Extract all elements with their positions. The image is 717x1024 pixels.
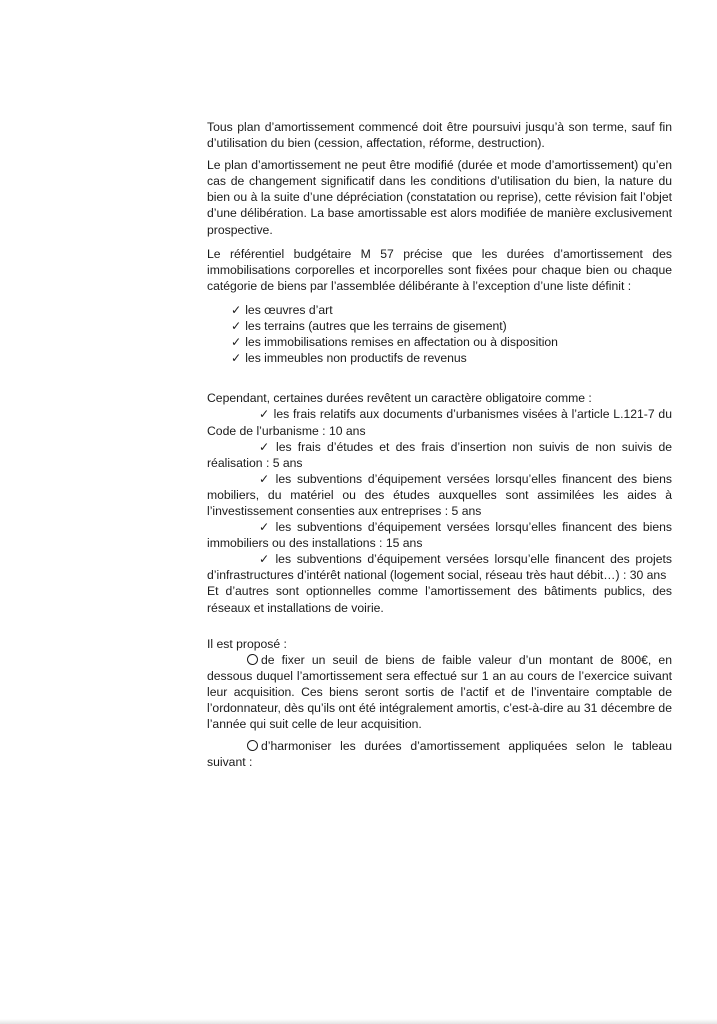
mandatory-item-text: les frais d’études et des frais d’insertion non suivis de non suivis de réalisation : 5 ans [207,439,672,470]
check-icon: ✓ [259,471,272,486]
mandatory-item-text: les frais relatifs aux documents d’urbanismes visées à l’article L.121-7 du Code de l’urbanisme : 10 ans [207,407,672,438]
list-item [231,350,672,366]
mandatory-item-text: les subventions d’équipement versées lorsqu’elle financent des projets d’infrastructures d’intérêt national (logement social, réseau très haut débit…) : 30 ans [207,552,672,583]
mandatory-item-text: les subventions d’équipement versées lorsqu’elles financent des biens immobiliers ou des installations : 15 ans [207,520,672,551]
exceptions-list [207,302,672,366]
check-icon: ✓ [259,439,273,454]
list-item [231,334,672,350]
mandatory-item [207,519,672,551]
check-icon: ✓ [259,520,272,535]
mandatory-item [207,406,672,438]
list-item [231,318,672,334]
proposal-item-text: d’harmoniser les durées d’amortissement appliquées selon le tableau suivant : [207,739,672,770]
proposal-item [207,738,672,770]
list-item-text: les immobilisations remises en affectation ou à disposition [245,335,558,350]
check-icon: ✓ [231,302,242,317]
check-icon: ✓ [259,552,272,567]
proposal-item-text: de fixer un seuil de biens de faible valeur d’un montant de 800€, en dessous duquel l’amortissement sera effectué sur 1 an au cours de l’exercice suivant leur acquisition. Ces biens seront sortis de l’actif et de l’inventaire comptable de l’ordonnateur, dès qu’ils ont été intégralement amortis, c’est-à-dire au 31 décembre de l’année qui suit celle de leur acquisition. [207,652,672,732]
proposal-item [207,652,672,732]
mandatory-item [207,551,672,583]
list-item [231,302,672,318]
paragraph-plan-modification: Le plan d’amortissement ne peut être modifié (durée et mode d’amortissement) qu’en cas de changement significatif dans les conditions d’utilisation du bien, la nature du bien ou à la suite d’une dépréciation (constatation ou reprise), cette révision fait l’objet d’une délibération. La base amortissable est alors modifiée de manière exclusivement prospective. [207,158,672,237]
circle-bullet-icon [247,654,258,665]
paragraph-proposal-intro: Il est proposé : [207,636,287,651]
list-item-text: les immeubles non productifs de revenus [245,351,467,366]
mandatory-item-text: les subventions d’équipement versées lorsqu’elles financent des biens mobiliers, du matériel ou des études auxquelles sont assimilées les aides à l’investissement consenties aux entreprises : 5 ans [207,471,672,518]
check-icon: ✓ [231,351,242,366]
circle-bullet-icon [247,740,258,751]
mandatory-item [207,439,672,471]
paragraph-plan-continuation: Tous plan d’amortissement commencé doit être poursuivi jusqu’à son terme, sauf fin d’utilisation du bien (cession, affectation, réforme, destruction). [207,120,672,151]
paragraph-mandatory-intro: Cependant, certaines durées revêtent un caractère obligatoire comme : [207,391,592,406]
paragraph-optional-durations: Et d’autres sont optionnelles comme l’amortissement des bâtiments publics, des réseaux et installations de voirie. [207,584,672,615]
check-icon: ✓ [231,335,242,350]
document-page [207,119,672,770]
list-item-text: les terrains (autres que les terrains de gisement) [245,319,507,334]
check-icon: ✓ [231,319,242,334]
list-item-text: les œuvres d’art [245,302,333,317]
check-icon: ✓ [259,407,270,422]
scan-edge-shadow [0,1019,717,1024]
paragraph-m57-referential: Le référentiel budgétaire M 57 précise que les durées d’amortissement des immobilisations corporelles et incorporelles sont fixées pour chaque bien ou chaque catégorie de biens par l’assemblée délibérante à l’exception d’une liste définit : [207,246,672,293]
mandatory-item [207,471,672,519]
